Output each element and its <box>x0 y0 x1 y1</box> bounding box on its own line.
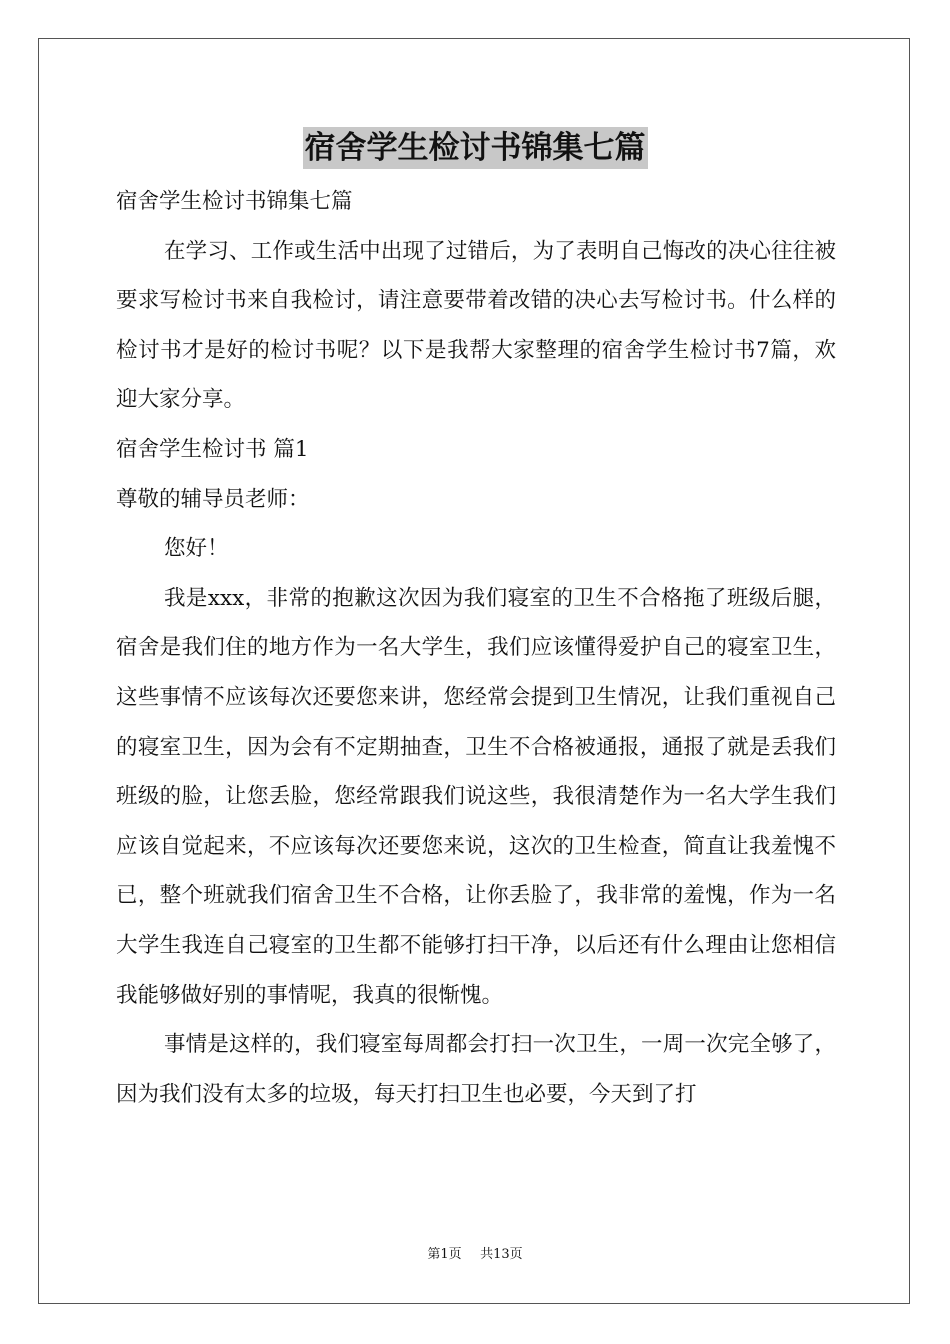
page-total: 共13页 <box>480 1247 523 1262</box>
paragraph: 您好！ <box>164 536 229 562</box>
paragraph: 宿舍学生检讨书 篇1 <box>116 436 309 462</box>
paragraph: 尊敬的辅导员老师： <box>116 486 310 512</box>
paragraph: 宿舍学生检讨书锦集七篇 <box>116 189 353 214</box>
document-title: 宿舍学生检讨书锦集七篇 <box>303 127 648 169</box>
page-footer <box>0 1246 950 1264</box>
paragraph: 在学习、工作或生活中出现了过错后，为了表明自己悔改的决心往往被要求写检讨书来自我检讨，请注意要带着改错的决心去写检讨书。什么样的检讨书才是好的检讨书呢？以下是我帮大家整理的宿舍学生检讨书7篇，欢迎大家分享。 <box>116 238 836 413</box>
page-number: 第1页 <box>427 1247 462 1262</box>
paragraph: 我是xxx，非常的抱歉这次因为我们寝室的卫生不合格拖了班级后腿，宿舍是我们住的地方作为一名大学生，我们应该懂得爱护自己的寝室卫生，这些事情不应该每次还要您来讲，您经常会提到卫生情况，让我们重视自己的寝室卫生，因为会有不定期抽查，卫生不合格被通报，通报了就是丢我们班级的脸，让您丢脸，您经常跟我们说这些，我很清楚作为一名大学生我们应该自觉起来，不应该每次还要您来说，这次的卫生检查，简直让我羞愧不已，整个班就我们宿舍卫生不合格，让你丢脸了，我非常的羞愧，作为一名大学生我连自己寝室的卫生都不能够打扫干净，以后还有什么理由让您相信我能够做好别的事情呢，我真的很惭愧。 <box>116 585 836 1008</box>
paragraph: 事情是这样的，我们寝室每周都会打扫一次卫生，一周一次完全够了，因为我们没有太多的垃圾，每天打扫卫生也必要，今天到了打 <box>116 1032 836 1107</box>
title-area <box>0 127 950 169</box>
document-body <box>116 177 836 1119</box>
